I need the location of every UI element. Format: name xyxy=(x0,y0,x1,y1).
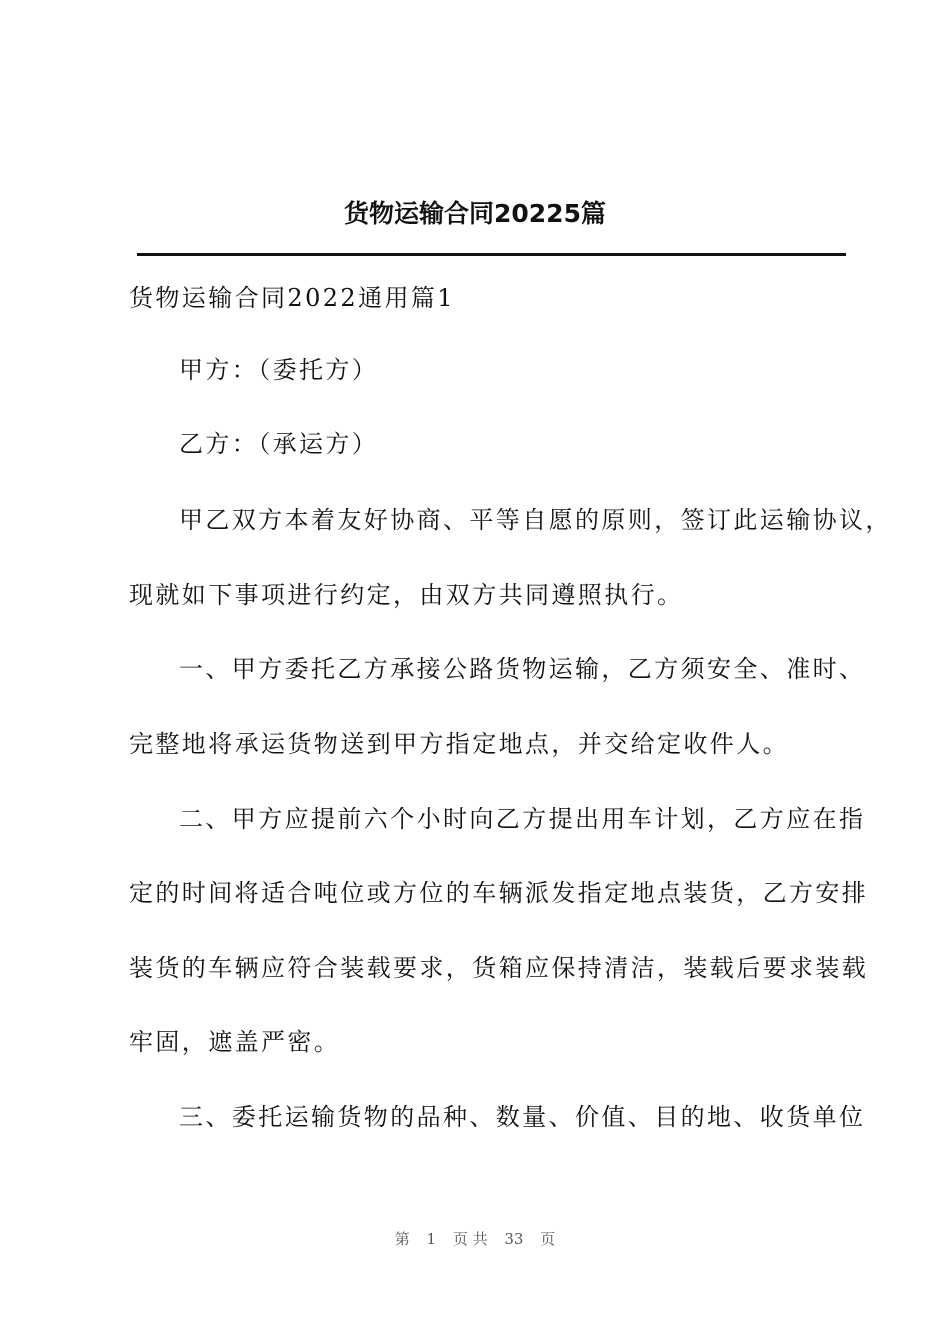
paragraph-line: 装货的车辆应符合装载要求，货箱应保持清洁，装载后要求装载 xyxy=(129,954,869,982)
paragraph-line: 现就如下事项进行约定，由双方共同遵照执行。 xyxy=(129,581,684,609)
party-a-line: 甲方：（委托方） xyxy=(179,356,379,384)
paragraph-line: 三、委托运输货物的品种、数量、价值、目的地、收货单位 xyxy=(179,1103,866,1131)
paragraph-line: 一、甲方委托乙方承接公路货物运输，乙方须安全、准时、 xyxy=(179,655,866,683)
paragraph-line: 甲乙双方本着友好协商、平等自愿的原则，签订此运输协议， xyxy=(179,506,892,534)
document-title: 货物运输合同20225篇 xyxy=(344,199,606,228)
page-footer xyxy=(0,1229,950,1249)
page-total: 33 xyxy=(504,1230,524,1248)
party-b-line: 乙方：（承运方） xyxy=(179,430,379,458)
paragraph-line: 牢固，遮盖严密。 xyxy=(129,1028,341,1056)
title-divider xyxy=(137,253,846,256)
paragraph-line: 定的时间将适合吨位或方位的车辆派发指定地点装货，乙方安排 xyxy=(129,879,869,907)
footer-ye: 页 xyxy=(540,1230,556,1248)
paragraph-line: 完整地将承运货物送到甲方指定地点，并交给定收件人。 xyxy=(129,730,789,758)
page-number: 1 xyxy=(426,1230,437,1248)
section-heading: 货物运输合同2022通用篇1 xyxy=(129,284,455,312)
footer-ye-gong: 页 共 xyxy=(452,1230,488,1248)
footer-di: 第 xyxy=(394,1230,410,1248)
paragraph-line: 二、甲方应提前六个小时向乙方提出用车计划，乙方应在指 xyxy=(179,805,866,833)
